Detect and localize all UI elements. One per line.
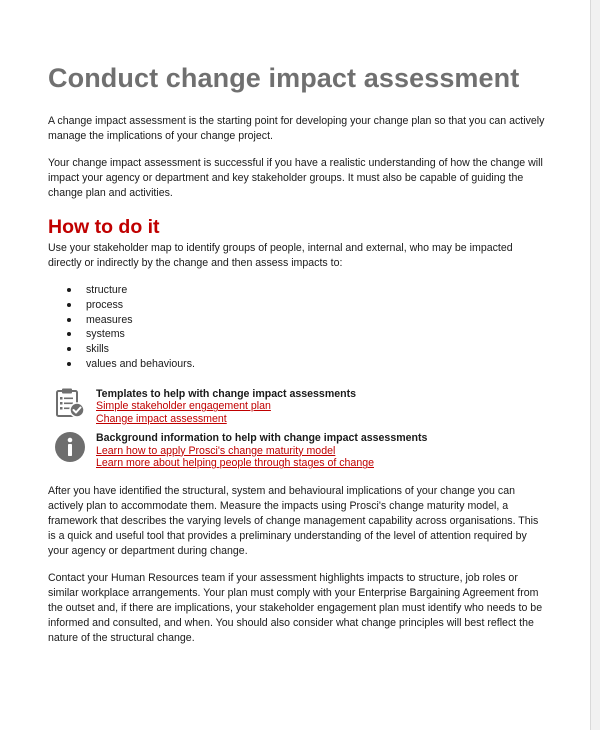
change-maturity-model-link[interactable]: Learn how to apply Prosci's change maturity model [96, 444, 336, 457]
list-item: values and behaviours. [48, 357, 548, 372]
info-box-title: Background information to help with change impact assessments [96, 432, 428, 445]
section-heading: How to do it [48, 216, 160, 238]
stakeholder-engagement-plan-link[interactable]: Simple stakeholder engagement plan [96, 400, 271, 413]
intro-paragraph-1: A change impact assessment is the starting point for developing your change plan so that you can actively manage the implications of your change project. [48, 115, 545, 142]
list-item: process [48, 298, 548, 313]
how-to-lead: Use your stakeholder map to identify groups of people, internal and external, who may be impacted directly or indirectly by the change and then assess impacts to: [48, 242, 513, 269]
closing-paragraph-2: Contact your Human Resources team if your assessment highlights impacts to structure, job roles or similar workplace arrangements. Your plan must comply with your Enterprise Bargaining Agreement from the outset and, if there are implications, your stakeholder engagement plan must identify who needs to be informed and consulted, and when. You should also consider what change principles will best reflect the nature of the structural change. [48, 571, 543, 644]
list-item: skills [48, 342, 548, 357]
change-impact-assessment-link[interactable]: Change impact assessment [96, 412, 227, 425]
document-content [48, 62, 548, 646]
impact-list [48, 283, 548, 372]
closing-paragraph-1: After you have identified the structural, system and behavioural implications of your change you can actively plan to accommodate them. Measure the impacts using Prosci's change maturity model, a framework that describes the varying levels of change management capability across organisations. This is a quick and useful tool that provides a preliminary understanding of the level of attention required by your agency or department during change. [48, 484, 539, 557]
clipboard-check-icon [54, 387, 86, 419]
list-item: measures [48, 313, 548, 328]
list-item: systems [48, 327, 548, 342]
templates-box-title: Templates to help with change impact assessments [96, 387, 357, 400]
stages-of-change-link[interactable]: Learn more about helping people through stages of change [96, 457, 374, 470]
intro-paragraph-2: Your change impact assessment is successful if you have a realistic understanding of how the change will impact your agency or department and key stakeholder groups. It must also be capable of guiding the change plan and activities. [48, 157, 543, 199]
list-item: structure [48, 283, 548, 298]
page-title: Conduct change impact assessment [48, 63, 520, 93]
info-box [48, 432, 548, 470]
info-icon [54, 431, 86, 463]
templates-box [48, 388, 548, 426]
